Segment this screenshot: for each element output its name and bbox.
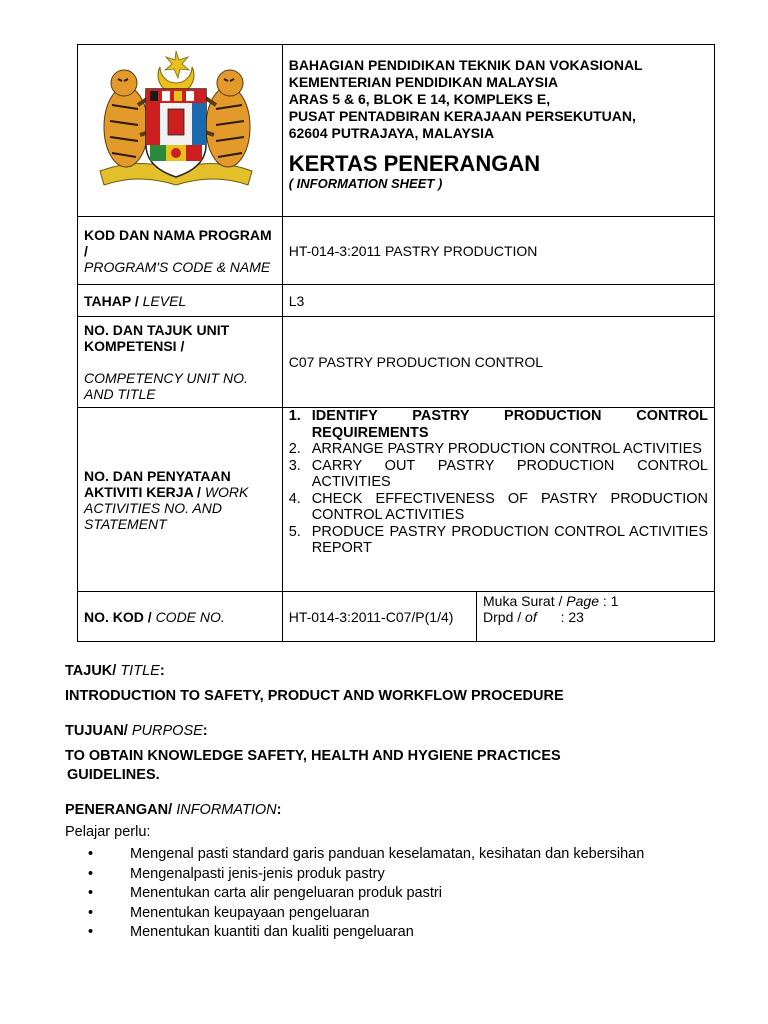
- activities-row: [78, 408, 715, 592]
- purpose-text-line2: GUIDELINES.: [67, 767, 160, 783]
- activities-list: [289, 408, 708, 557]
- bullet-icon: •: [88, 846, 94, 862]
- bullet-icon: •: [88, 904, 94, 921]
- bullet-icon: •: [88, 885, 94, 901]
- activities-list-cell: [282, 408, 714, 592]
- right-tiger-icon: [202, 70, 250, 167]
- list-item: • Mengenalpasti jenis-jenis produk pastry: [65, 865, 725, 885]
- organization-cell: [282, 45, 714, 217]
- code-row: [78, 592, 715, 642]
- malaysia-coat-of-arms-logo: [78, 45, 275, 213]
- purpose-text-line1: TO OBTAIN KNOWLEDGE SAFETY, HEALTH AND HYGIENE PRACTICES: [65, 748, 561, 764]
- document-subtitle: ( INFORMATION SHEET ): [288, 176, 443, 191]
- document-body: [65, 662, 725, 943]
- bullet-icon: •: [88, 924, 94, 940]
- information-heading: PENERANGAN/ INFORMATION:: [65, 802, 282, 818]
- activity-item: 4. CHECK EFFECTIVENESS OF PASTRY PRODUCTION CONTROL ACTIVITIES: [288, 490, 708, 523]
- title-text: INTRODUCTION TO SAFETY, PRODUCT AND WORKFLOW PROCEDURE: [65, 688, 564, 704]
- title-heading: TAJUK/ TITLE:: [65, 663, 165, 679]
- org-line: ARAS 5 & 6, BLOK E 14, KOMPLEKS E,: [288, 91, 551, 107]
- activity-item: 1. IDENTIFY PASTRY PRODUCTION CONTROL REQUIREMENTS: [288, 408, 708, 441]
- program-label-ms: KOD DAN NAMA PROGRAM /: [84, 226, 272, 259]
- crest-cell: [78, 45, 283, 217]
- learning-objectives-list: [65, 845, 725, 943]
- activity-item: 3. CARRY OUT PASTRY PRODUCTION CONTROL ACTIVITIES: [288, 457, 708, 490]
- purpose-heading: TUJUAN/ PURPOSE:: [65, 723, 208, 739]
- bullet-icon: •: [88, 865, 94, 882]
- header-table: [77, 44, 715, 642]
- activities-label-ms: NO. DAN PENYATAAN AKTIVITI KERJA /: [84, 467, 231, 500]
- org-line: PUSAT PENTADBIRAN KERAJAAN PERSEKUTUAN,: [288, 108, 636, 124]
- list-item: • Menentukan carta alir pengeluaran produk pastri: [65, 884, 725, 904]
- code-label-cell: [78, 592, 283, 642]
- activities-label-en: WORK ACTIVITIES NO. AND STATEMENT: [84, 483, 249, 532]
- unit-label-en: COMPETENCY UNIT NO. AND TITLE: [84, 370, 248, 402]
- list-item: • Menentukan keupayaan pengeluaran: [65, 904, 725, 924]
- level-label-cell: [78, 285, 283, 317]
- page-info-cell: [477, 592, 715, 642]
- program-row: [78, 217, 715, 285]
- page-total: Drpd / of : 23: [483, 609, 584, 625]
- activity-item: 2. ARRANGE PASTRY PRODUCTION CONTROL ACTIVITIES: [288, 441, 702, 457]
- activities-label-cell: [78, 408, 283, 592]
- unit-label-cell: [78, 317, 283, 408]
- org-line: BAHAGIAN PENDIDIKAN TEKNIK DAN VOKASIONAL: [288, 57, 643, 73]
- page-number: Muka Surat / Page : 1: [483, 593, 619, 609]
- list-item: • Mengenal pasti standard garis panduan keselamatan, kesihatan dan kebersihan: [65, 845, 725, 865]
- org-line: 62604 PUTRAJAYA, MALAYSIA: [288, 125, 495, 141]
- code-value: HT-014-3:2011-C07/P(1/4): [282, 592, 476, 642]
- code-label-ms: NO. KOD /: [84, 608, 152, 625]
- activity-item: 5. PRODUCE PASTRY PRODUCTION CONTROL ACTIVITIES REPORT: [288, 523, 708, 556]
- list-item: • Menentukan kuantiti dan kualiti pengeluaran: [65, 923, 725, 943]
- level-row: [78, 285, 715, 317]
- level-value: L3: [282, 285, 714, 317]
- org-line: KEMENTERIAN PENDIDIKAN MALAYSIA: [288, 74, 559, 90]
- program-value: HT-014-3:2011 PASTRY PRODUCTION: [282, 217, 714, 285]
- information-intro: Pelajar perlu:: [65, 824, 151, 840]
- program-label-cell: [78, 217, 283, 285]
- crescent-star-icon: [158, 51, 194, 93]
- left-tiger-icon: [104, 70, 152, 167]
- unit-row: [78, 317, 715, 408]
- shield-icon: [146, 89, 206, 177]
- document-title: KERTAS PENERANGAN: [288, 151, 541, 176]
- header-row: [78, 45, 715, 217]
- level-label-ms: TAHAP /: [84, 292, 139, 309]
- program-label-en: PROGRAM'S CODE & NAME: [84, 258, 271, 275]
- unit-value: C07 PASTRY PRODUCTION CONTROL: [282, 317, 714, 408]
- code-label-en: CODE NO.: [155, 608, 225, 625]
- unit-label-ms: NO. DAN TAJUK UNIT KOMPETENSI /: [84, 322, 230, 354]
- level-label-en: LEVEL: [142, 292, 187, 309]
